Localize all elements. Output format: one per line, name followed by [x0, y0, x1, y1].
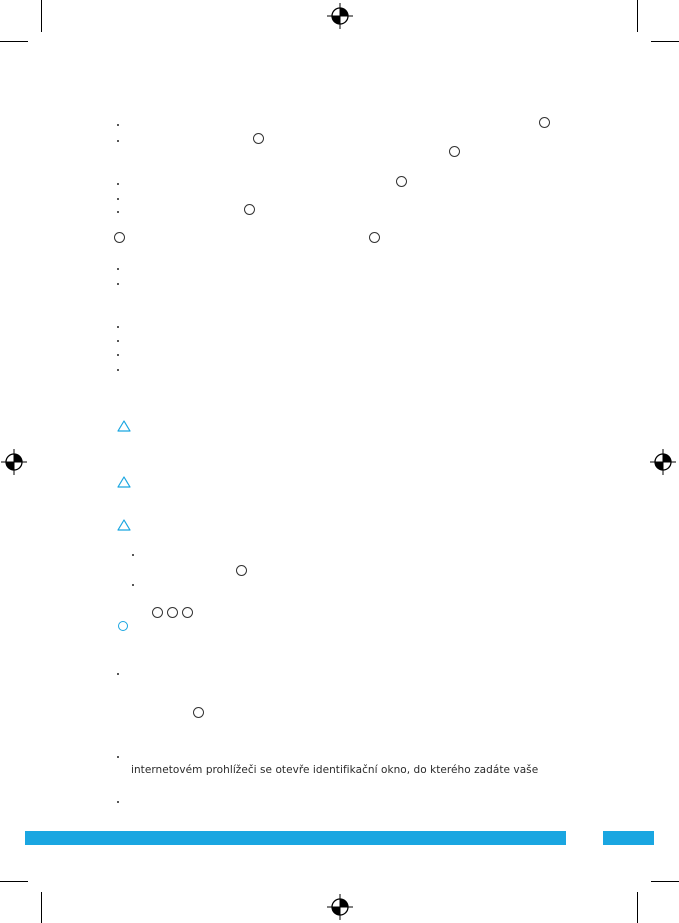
crop-mark: [637, 0, 638, 32]
bullet-dot-icon: [132, 584, 134, 586]
numbered-circle-icon: [369, 232, 380, 243]
crop-mark: [651, 41, 679, 42]
bullet-dot-icon: [117, 140, 119, 142]
bullet-dot-icon: [117, 124, 119, 126]
bullet-dot-icon: [117, 198, 119, 200]
warning-triangle-icon: [117, 476, 131, 488]
bullet-dot-icon: [117, 756, 119, 758]
bullet-dot-icon: [117, 283, 119, 285]
body-text-line: internetovém prohlížeči se otevře identifikační okno, do kterého zadáte vaše: [131, 764, 539, 776]
info-circle-icon: [118, 621, 128, 631]
bullet-dot-icon: [117, 801, 119, 803]
crop-mark: [41, 0, 42, 32]
bullet-dot-icon: [117, 211, 119, 213]
numbered-circle-icon: [182, 607, 193, 618]
registration-mark-icon: [327, 3, 353, 29]
warning-triangle-icon: [117, 420, 131, 432]
bullet-dot-icon: [117, 673, 119, 675]
numbered-circle-icon: [244, 204, 255, 215]
crop-mark: [0, 881, 28, 882]
bullet-dot-icon: [117, 268, 119, 270]
bullet-dot-icon: [117, 354, 119, 356]
numbered-circle-icon: [539, 117, 550, 128]
crop-mark: [41, 892, 42, 923]
numbered-circle-icon: [253, 133, 264, 144]
numbered-circle-icon: [236, 565, 247, 576]
crop-mark: [637, 892, 638, 923]
numbered-circle-icon: [193, 707, 204, 718]
numbered-circle-icon: [449, 146, 460, 157]
bullet-dot-icon: [132, 554, 134, 556]
bullet-dot-icon: [117, 183, 119, 185]
footer-page-tab: [603, 831, 654, 845]
registration-mark-icon: [327, 894, 353, 920]
warning-triangle-icon: [117, 519, 131, 531]
numbered-circle-icon: [167, 607, 178, 618]
numbered-circle-icon: [114, 232, 125, 243]
crop-mark: [651, 881, 679, 882]
bullet-dot-icon: [117, 326, 119, 328]
numbered-circle-icon: [396, 176, 407, 187]
crop-mark: [0, 41, 28, 42]
bullet-dot-icon: [117, 369, 119, 371]
footer-bar: [25, 831, 566, 845]
numbered-circle-icon: [152, 607, 163, 618]
registration-mark-icon: [650, 449, 676, 475]
registration-mark-icon: [1, 449, 27, 475]
bullet-dot-icon: [117, 340, 119, 342]
